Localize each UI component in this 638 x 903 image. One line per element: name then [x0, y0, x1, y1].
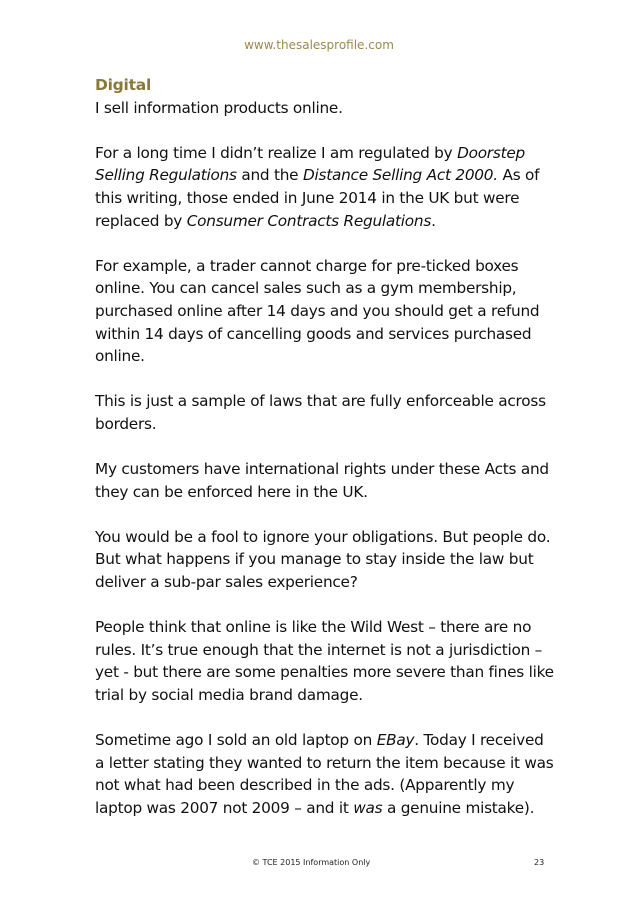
paragraph-2-text-e: As of this writing, those ended in June 2014 in the UK but were replaced by	[95, 166, 540, 230]
was-emphasis: was	[353, 799, 383, 817]
page-body	[95, 74, 555, 842]
doorstep-selling-regulations: Doorstep Selling Regulations	[95, 143, 525, 185]
footer-copyright: © TCE 2015 Information Only	[252, 858, 371, 867]
paragraph-2	[95, 142, 555, 232]
header-url: www.thesalesprofile.com	[244, 38, 394, 52]
paragraph-2-text-g: .	[431, 211, 436, 230]
section-title: Digital	[95, 76, 152, 94]
paragraph-3: For example, a trader cannot charge for pre-ticked boxes online. You can cancel sales such as a gym membership, purchased online after 14 days and you should get a refund within 14 days of cancelling goods and services purchased online.	[95, 256, 540, 366]
distance-selling-act: Distance Selling Act 2000.	[302, 166, 498, 185]
page-number: 23	[534, 858, 545, 867]
paragraph-5: My customers have international rights under these Acts and they can be enforced here in the UK.	[95, 460, 549, 501]
paragraph-2-text-a: For a long time I didn’t realize I am regulated by	[95, 143, 458, 162]
paragraph-2-text-c: and the	[236, 166, 303, 185]
paragraph-6: You would be a fool to ignore your obligations. But people do. But what happens if you manage to stay inside the law but deliver a sub-par sales experience?	[95, 527, 551, 592]
ebay-name: EBay	[376, 731, 415, 750]
paragraph-8-text-e: a genuine mistake).	[382, 799, 535, 817]
consumer-contracts-regulations: Consumer Contracts Regulations	[186, 211, 432, 230]
paragraph-8-text-a: Sometime ago I sold an old laptop on	[95, 731, 377, 750]
paragraph-4: This is just a sample of laws that are fully enforceable across borders.	[95, 392, 546, 433]
paragraph-1: I sell information products online.	[95, 98, 343, 117]
paragraph-7: People think that online is like the Wild West – there are no rules. It’s true enough that the internet is not a jurisdiction – yet - but there are some penalties more severe than fines like trial by social media brand damage.	[95, 618, 554, 705]
paragraph-8-text-c: . Today I received a letter stating they wanted to return the item because it was not what had been described in the ads. (Apparently my laptop was 2007 not 2009 – and it	[95, 731, 554, 817]
paragraph-8	[95, 729, 555, 819]
